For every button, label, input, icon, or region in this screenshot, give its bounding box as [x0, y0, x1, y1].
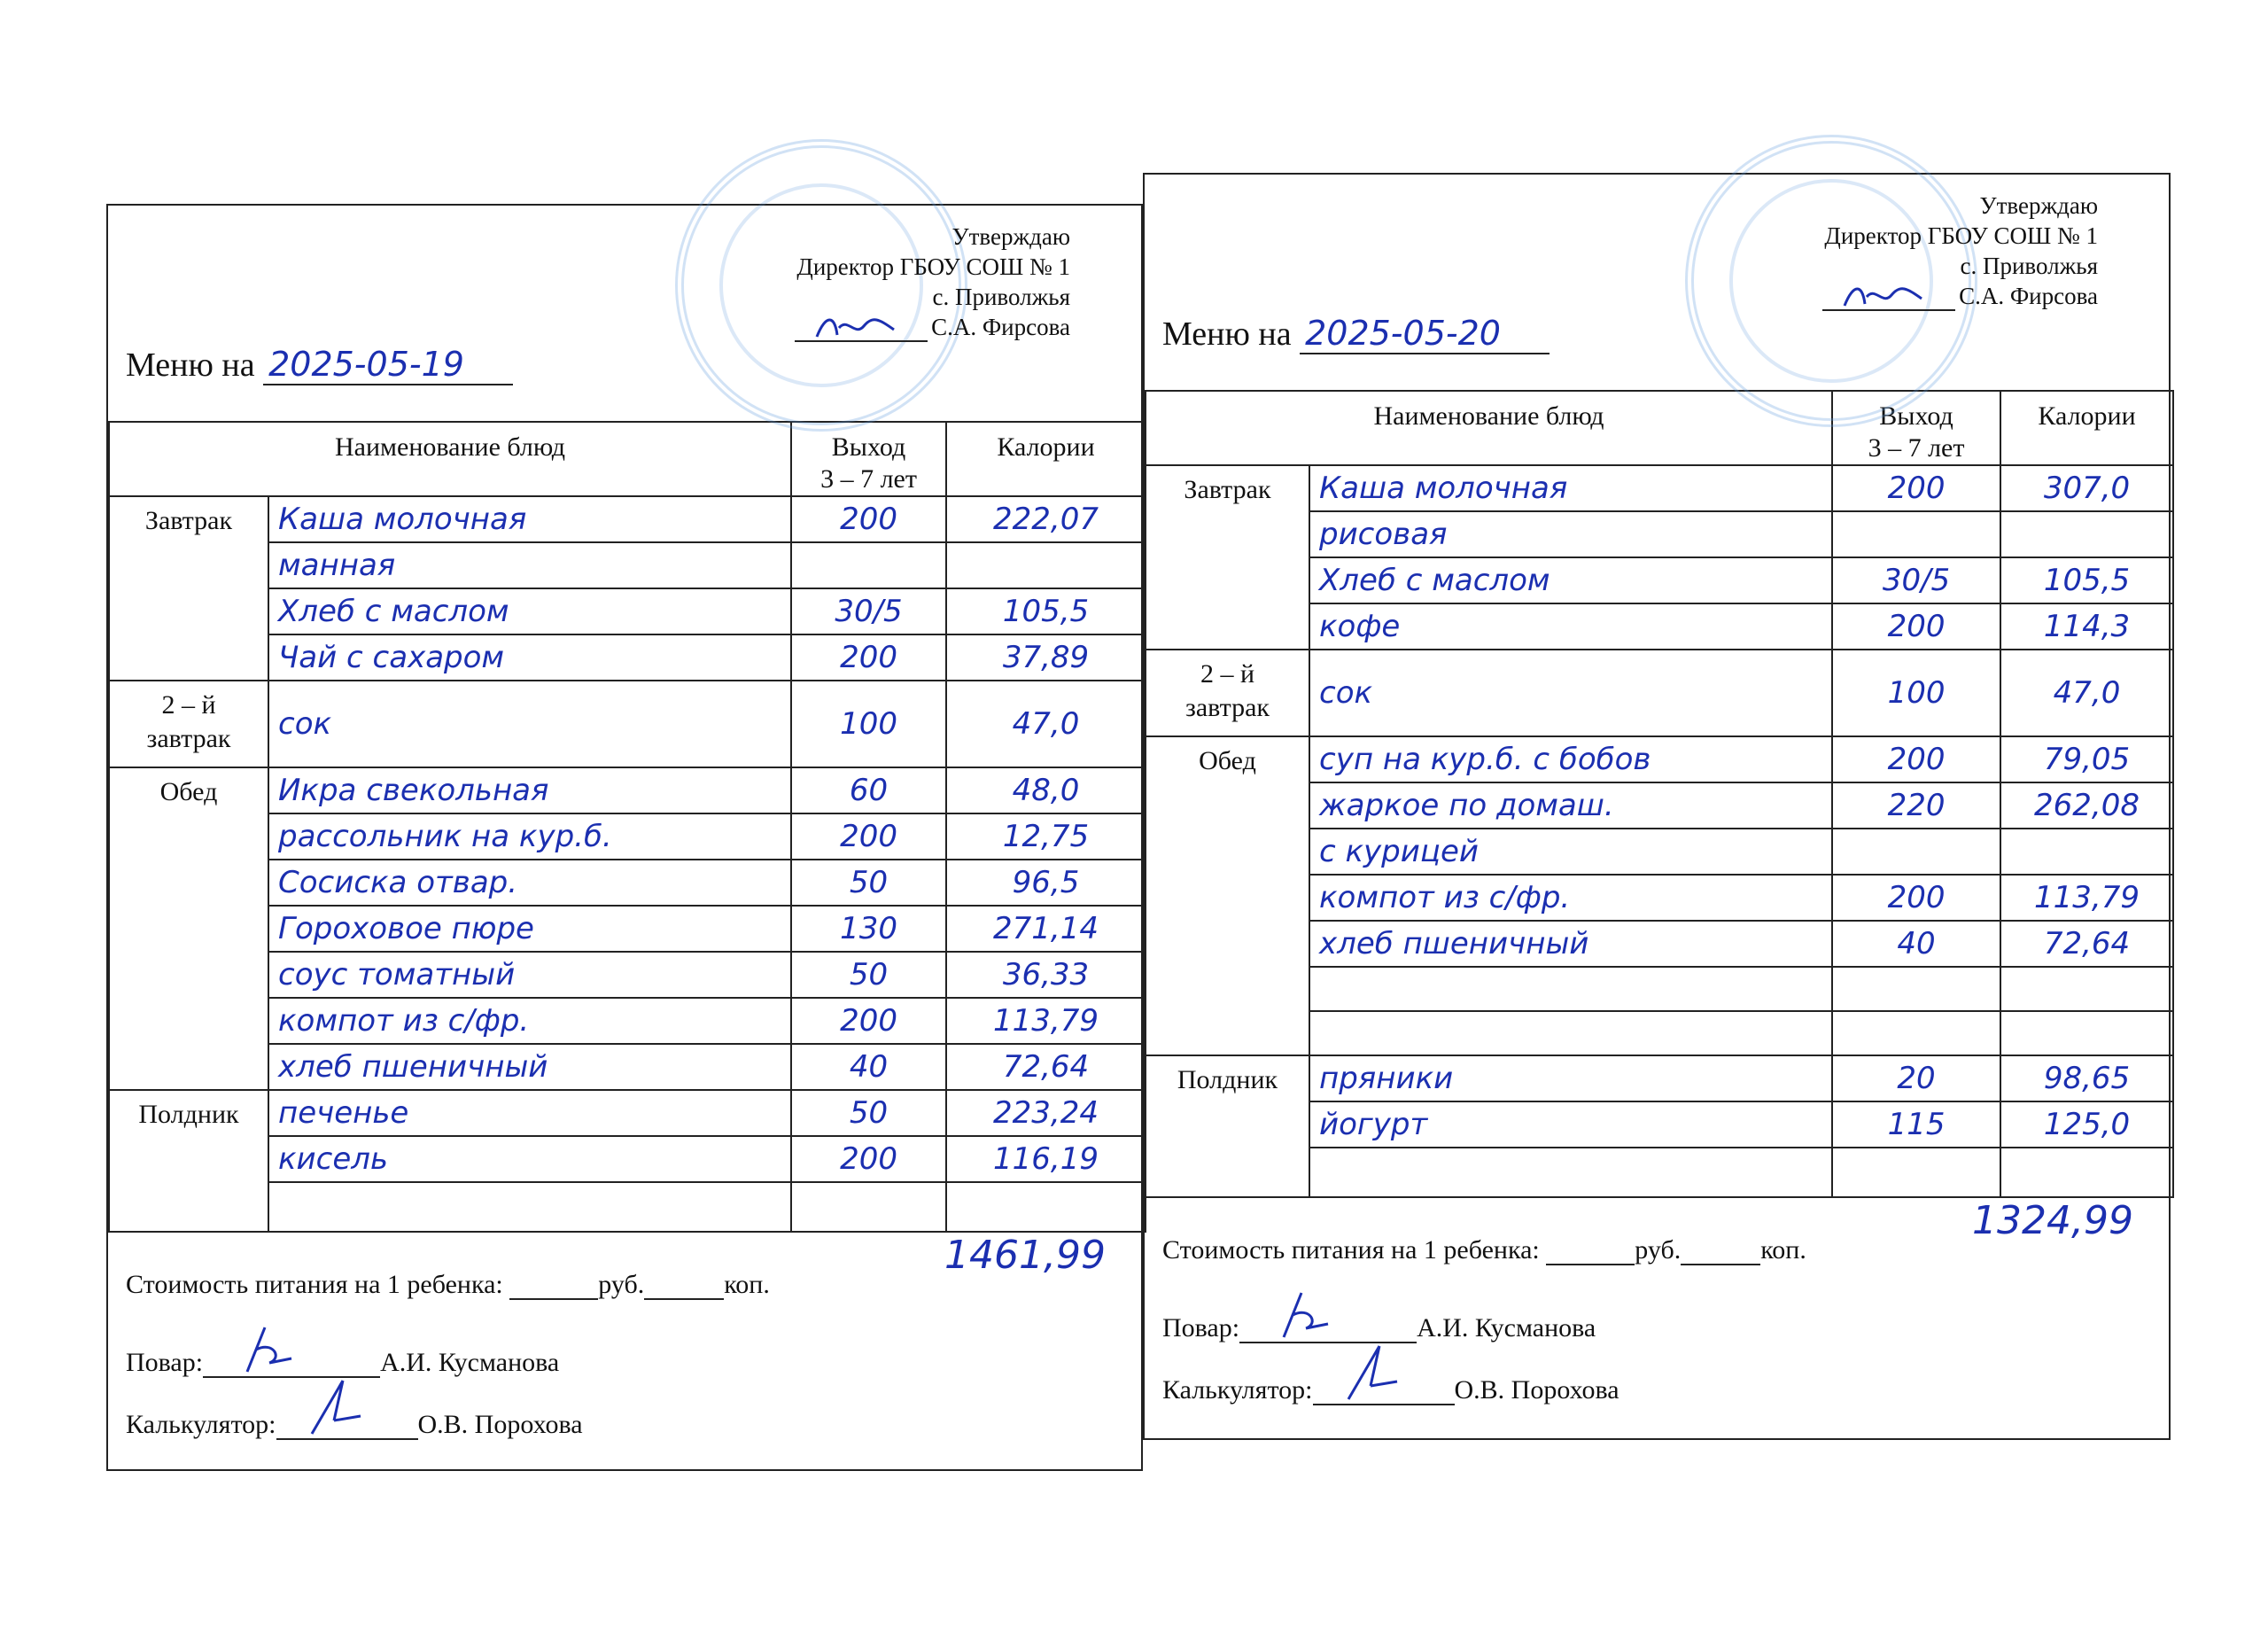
meal-name-line1: 2 – й [161, 690, 216, 720]
approver-place: с. Приволжья [932, 284, 1070, 310]
dish-calories: 12,75 [946, 813, 1146, 860]
dish: Хлеб с маслом [268, 588, 791, 634]
dish: суп на кур.б. с бобов [1309, 736, 1832, 782]
dish: Сосиска отвар. [268, 860, 791, 906]
empty-row [1309, 1148, 1832, 1197]
empty-cell [1832, 1011, 2000, 1055]
approval-block [1822, 191, 2098, 311]
dish-calories [946, 542, 1146, 588]
empty-cell [2000, 1011, 2173, 1055]
meal-afternoon-snack: Полдник [1146, 1055, 1309, 1197]
dish-output: 200 [791, 998, 946, 1044]
dish: манная [268, 542, 791, 588]
approver-title: Директор ГБОУ СОШ № 1 [1824, 222, 2098, 249]
dish: Каша молочная [1309, 465, 1832, 511]
calc-label: Калькулятор: [1162, 1375, 1313, 1405]
dish-output: 200 [791, 496, 946, 542]
dish-calories: 116,19 [946, 1136, 1146, 1182]
dish-calories: 271,14 [946, 906, 1146, 952]
dish: компот из с/фр. [268, 998, 791, 1044]
dish-calories: 307,0 [2000, 465, 2173, 511]
dish-calories: 37,89 [946, 634, 1146, 681]
dish-calories: 47,0 [946, 681, 1146, 767]
col-output-label: Выход [1879, 401, 1953, 431]
dish-calories: 72,64 [2000, 921, 2173, 967]
dish: пряники [1309, 1055, 1832, 1101]
footer-right [1145, 1198, 2169, 1455]
dish-output: 115 [1832, 1101, 2000, 1148]
dish-output: 200 [791, 813, 946, 860]
cost-label: Стоимость питания на 1 ребенка: [126, 1270, 503, 1299]
dish-calories: 105,5 [946, 588, 1146, 634]
dish: хлеб пшеничный [268, 1044, 791, 1090]
dish-output: 40 [1832, 921, 2000, 967]
meal-name-line2: завтрак [146, 724, 231, 753]
menu-for-label: Меню на [126, 346, 255, 384]
cost-label: Стоимость питания на 1 ребенка: [1162, 1235, 1540, 1265]
dish: компот из с/фр. [1309, 875, 1832, 921]
dish: кофе [1309, 603, 1832, 650]
col-calories: Калории [2000, 391, 2173, 465]
dish: сок [268, 681, 791, 767]
meal-afternoon-snack: Полдник [109, 1090, 268, 1232]
meal-second-breakfast [109, 681, 268, 767]
header-left [108, 206, 1141, 421]
cost-line [126, 1270, 770, 1300]
rub-label: руб. [1635, 1235, 1682, 1265]
meal-lunch: Обед [1146, 736, 1309, 1055]
empty-row [1309, 1011, 1832, 1055]
dish: Чай с сахаром [268, 634, 791, 681]
col-output [1832, 391, 2000, 465]
dish: Хлеб с маслом [1309, 557, 1832, 603]
col-output-label: Выход [831, 432, 906, 462]
dish-output: 200 [1832, 465, 2000, 511]
dish-output: 200 [791, 634, 946, 681]
empty-cell [2000, 1148, 2173, 1197]
dish-calories: 223,24 [946, 1090, 1146, 1136]
approval-block [795, 222, 1070, 342]
dish-calories: 72,64 [946, 1044, 1146, 1090]
meal-lunch: Обед [109, 767, 268, 1090]
cook-signature [1239, 1315, 1417, 1343]
empty-cell [1832, 967, 2000, 1011]
dish-output: 130 [791, 906, 946, 952]
kop-label: коп. [1760, 1235, 1806, 1265]
dish-output [1832, 511, 2000, 557]
dishes-table-right [1145, 390, 2174, 1198]
rub-label: руб. [598, 1270, 645, 1299]
menu-for-label: Меню на [1162, 315, 1292, 353]
dish: сок [1309, 650, 1832, 736]
empty-cell [2000, 967, 2173, 1011]
dish: рисовая [1309, 511, 1832, 557]
approver-place: с. Приволжья [1960, 253, 2098, 279]
dish-calories [2000, 511, 2173, 557]
dish-calories: 48,0 [946, 767, 1146, 813]
meal-name-line2: завтрак [1185, 693, 1270, 722]
rub-blank [509, 1272, 598, 1300]
meal-breakfast: Завтрак [1146, 465, 1309, 650]
dish-output: 40 [791, 1044, 946, 1090]
director-name: С.А. Фирсова [1959, 283, 2098, 309]
signature-icon [1840, 279, 1929, 313]
menu-date-line [126, 345, 513, 385]
dish: Икра свекольная [268, 767, 791, 813]
dish-calories [2000, 829, 2173, 875]
dish: печенье [268, 1090, 791, 1136]
calc-name: О.В. Порохова [417, 1410, 583, 1439]
approve-label: Утверждаю [1979, 192, 2098, 219]
cook-label: Повар: [126, 1348, 204, 1377]
dish-output: 60 [791, 767, 946, 813]
col-calories: Калории [946, 422, 1146, 496]
meal-name-line1: 2 – й [1200, 659, 1255, 689]
calculator-line [126, 1410, 583, 1440]
dish-output: 200 [791, 1136, 946, 1182]
calculator-line [1162, 1375, 1619, 1405]
calc-signature [276, 1412, 418, 1440]
calc-label: Калькулятор: [126, 1410, 276, 1439]
col-output-age: 3 – 7 лет [820, 464, 917, 494]
empty-row [268, 1182, 791, 1232]
signature-icon [1257, 1288, 1346, 1342]
dish-calories: 113,79 [2000, 875, 2173, 921]
director-signature [1822, 284, 1955, 311]
dish-calories: 105,5 [2000, 557, 2173, 603]
calc-name: О.В. Порохова [1454, 1375, 1619, 1405]
cook-name: А.И. Кусманова [1417, 1313, 1596, 1343]
total-cost: 1324,99 [1972, 1198, 2133, 1243]
kop-blank [1681, 1237, 1760, 1265]
menu-date: 2025-05-19 [263, 345, 513, 385]
dish-output: 30/5 [791, 588, 946, 634]
approver-title: Директор ГБОУ СОШ № 1 [796, 253, 1070, 280]
dish-calories: 125,0 [2000, 1101, 2173, 1148]
cook-name: А.И. Кусманова [380, 1348, 560, 1377]
col-dish-name: Наименование блюд [1146, 391, 1832, 465]
dish-output: 200 [1832, 603, 2000, 650]
empty-cell [1832, 1148, 2000, 1197]
dish-output: 200 [1832, 736, 2000, 782]
dish: Каша молочная [268, 496, 791, 542]
footer-left [108, 1233, 1141, 1490]
dish: Гороховое пюре [268, 906, 791, 952]
empty-cell [946, 1182, 1146, 1232]
meal-second-breakfast [1146, 650, 1309, 736]
dish: жаркое по домаш. [1309, 782, 1832, 829]
dish-calories: 96,5 [946, 860, 1146, 906]
rub-blank [1546, 1237, 1635, 1265]
dish-output: 200 [1832, 875, 2000, 921]
cost-line [1162, 1235, 1806, 1265]
dish-output: 50 [791, 1090, 946, 1136]
col-output-age: 3 – 7 лет [1868, 433, 1965, 463]
dish-output: 50 [791, 952, 946, 998]
dish-output [791, 542, 946, 588]
signature-icon [221, 1323, 309, 1376]
menu-card-left [106, 204, 1143, 1471]
dish: йогурт [1309, 1101, 1832, 1148]
dish-calories: 114,3 [2000, 603, 2173, 650]
signature-icon [294, 1376, 383, 1438]
cook-line [126, 1348, 559, 1378]
dish-calories: 222,07 [946, 496, 1146, 542]
dishes-table-left [108, 421, 1146, 1233]
dish-calories: 262,08 [2000, 782, 2173, 829]
cook-label: Повар: [1162, 1313, 1240, 1343]
cook-line [1162, 1313, 1596, 1343]
dish-output: 20 [1832, 1055, 2000, 1101]
dish-calories: 36,33 [946, 952, 1146, 998]
dish: кисель [268, 1136, 791, 1182]
empty-row [1309, 967, 1832, 1011]
col-output [791, 422, 946, 496]
dish-calories: 47,0 [2000, 650, 2173, 736]
signature-icon [812, 310, 901, 344]
cook-signature [203, 1350, 380, 1378]
menu-card-right [1143, 173, 2171, 1440]
dish-output: 50 [791, 860, 946, 906]
dish-output: 30/5 [1832, 557, 2000, 603]
dish-output: 100 [791, 681, 946, 767]
dish: хлеб пшеничный [1309, 921, 1832, 967]
dish-calories: 79,05 [2000, 736, 2173, 782]
empty-cell [791, 1182, 946, 1232]
dish-output [1832, 829, 2000, 875]
kop-label: коп. [724, 1270, 770, 1299]
total-cost: 1461,99 [944, 1233, 1106, 1278]
header-right [1145, 175, 2169, 390]
signature-icon [1331, 1342, 1419, 1404]
menu-date-line [1162, 314, 1550, 354]
meal-breakfast: Завтрак [109, 496, 268, 681]
col-dish-name: Наименование блюд [109, 422, 791, 496]
calc-signature [1313, 1377, 1455, 1405]
dish-calories: 113,79 [946, 998, 1146, 1044]
dish: рассольник на кур.б. [268, 813, 791, 860]
dish: с курицей [1309, 829, 1832, 875]
director-name: С.А. Фирсова [931, 314, 1070, 340]
dish-calories: 98,65 [2000, 1055, 2173, 1101]
director-signature [795, 315, 928, 342]
kop-blank [644, 1272, 724, 1300]
menu-date: 2025-05-20 [1300, 314, 1550, 354]
dish-output: 100 [1832, 650, 2000, 736]
dish-output: 220 [1832, 782, 2000, 829]
approve-label: Утверждаю [951, 223, 1070, 250]
dish: соус томатный [268, 952, 791, 998]
